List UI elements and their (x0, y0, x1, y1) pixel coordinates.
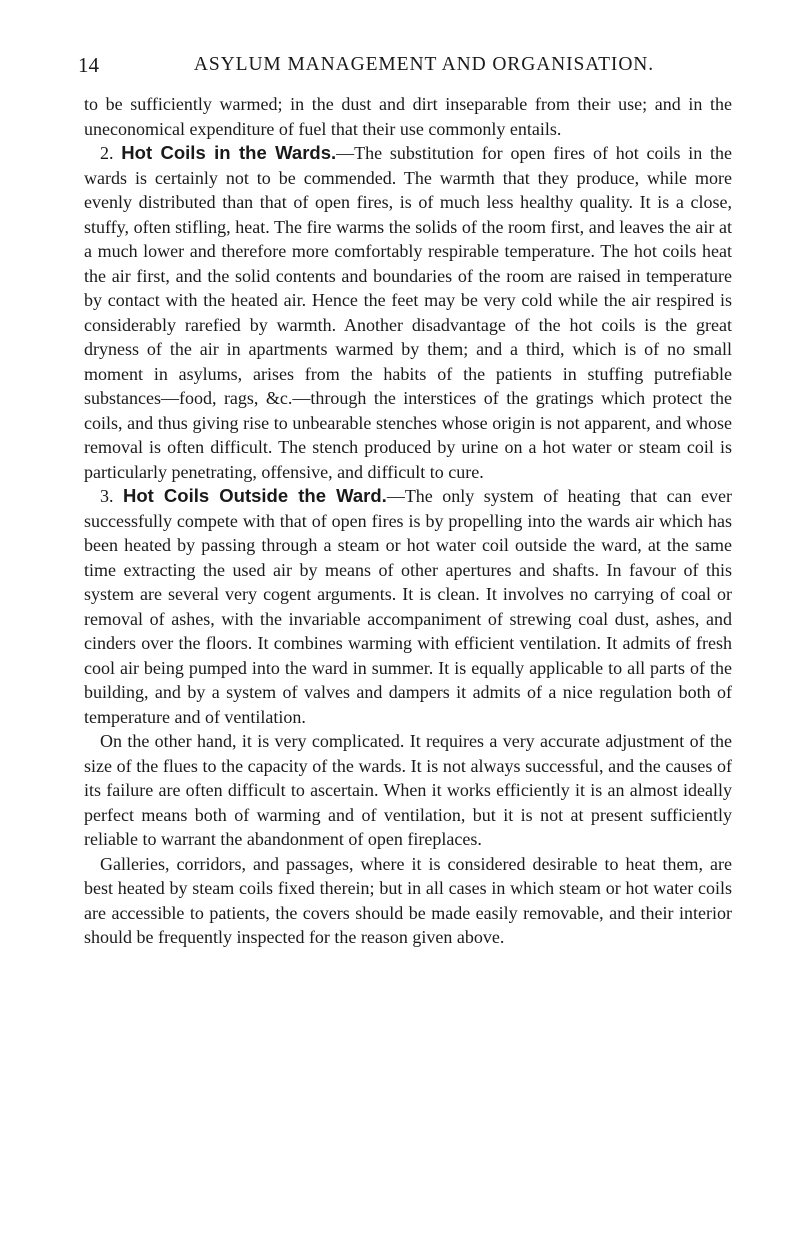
paragraph-text: On the other hand, it is very complicated. It requires a very accurate adjustment of the size of the flues to the capacity of the wards. It is not always successful, and the causes of its failure are often difficult to ascertain. When it works efficiently it is an almost ideally perfect means both of warming and of ventilation, but it is not at present sufficiently reliable to warrant the abandonment of open fireplaces. (84, 731, 732, 849)
paragraph-continuation (84, 92, 732, 141)
running-head (78, 50, 732, 80)
paragraph-text: —The only system of heating that can ever successfully compete with that of open fires is by propelling into the wards air which has been heated by passing through a steam or hot water coil outside the ward, at the same time extracting the used air by means of other apertures and shafts. In favour of this system are several very cogent arguments. It is clean. It involves no carrying of coal or removal of ashes, with the invariable accompaniment of strewing coal dust, ashes, and cinders over the floors. It combines warming with efficient ventilation. It admits of fresh cool air being pumped into the ward in summer. It is equally applicable to all parts of the building, and by a system of valves and dampers it admits of a nice regulation both of temperature and of ventilation. (84, 486, 733, 727)
paragraph-galleries (84, 852, 732, 950)
paragraph-text: Galleries, corridors, and passages, where it is considered desirable to heat them, are best heated by steam coils fixed therein; but in all cases in which steam or hot water coils are accessible to patients, the covers should be made easily removable, and their interior should be frequently inspected for the reason given above. (84, 853, 732, 947)
section-hot-coils-outside-ward (84, 484, 732, 729)
paragraph-text: —The substitution for open fires of hot coils in the wards is certainly not to be commended. The warmth that they produce, while more evenly distributed than that of open fires, is of much less healthy quality. It is a close, stuffy, often stifling, heat. The fire warms the solids of the room first, and leaves the air at a much lower and therefore more comfortably respirable temperature. The hot coils heat the air first, and the solid contents and boundaries of the room are raised in temperature by contact with the heated air. Hence the feet may be very cold while the air respired is considerably rarefied by warmth. Another disadvantage of the hot coils is the great dryness of the air in apartments warmed by them; and a third, which is of no small moment in asylums, arises from the habits of the patients in stuffing putrefiable substances—food, rags, &c.—through the interstices of the gratings which protect the coils, and thus giving rise to unbearable stenches whose origin is not apparent, and whose removal is often difficult. The stench produced by urine on a hot water or steam coil is particularly penetrating, offensive, and difficult to cure. (84, 143, 733, 482)
running-title: ASYLUM MANAGEMENT AND ORGANISATION. (193, 54, 655, 75)
page-number: 14 (78, 53, 99, 77)
section-number: 2. (100, 143, 114, 163)
paragraph-other-hand (84, 729, 732, 852)
section-heading: Hot Coils in the Wards. (121, 142, 337, 163)
paragraph-text: to be sufficiently warmed; in the dust and dirt inseparable from their use; and in the uneconomical expenditure of fuel that their use commonly entails. (84, 94, 732, 139)
section-hot-coils-in-wards (84, 141, 732, 484)
section-heading: Hot Coils Outside the Ward. (122, 485, 387, 506)
body-text (84, 92, 732, 950)
section-number: 3. (100, 486, 114, 506)
